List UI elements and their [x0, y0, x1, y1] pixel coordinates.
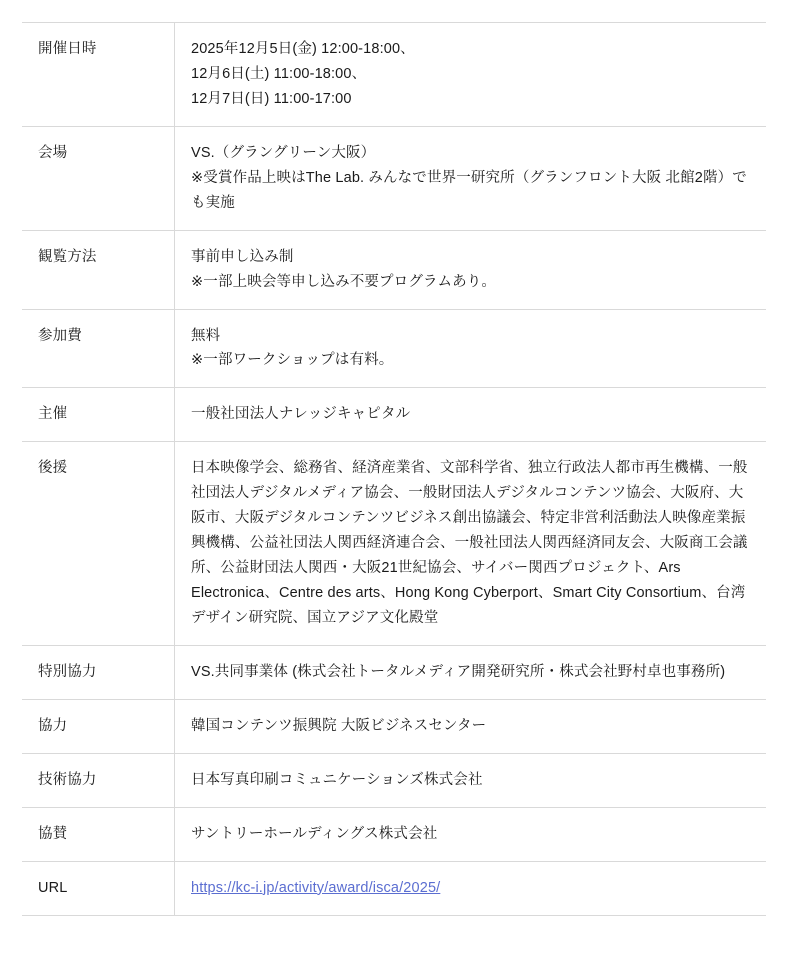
table-row — [22, 807, 766, 861]
event-info-table — [22, 22, 766, 916]
row-value — [175, 442, 767, 646]
row-label: 特別協力 — [22, 645, 175, 699]
table-row — [22, 309, 766, 388]
row-label: 後援 — [22, 442, 175, 646]
value-line: 事前申し込み制 — [191, 248, 294, 265]
row-value — [175, 230, 767, 309]
row-label: 主催 — [22, 388, 175, 442]
value-line: ※受賞作品上映はThe Lab. みんなで世界一研究所（グランフロント大阪 北館2階）でも実施 — [191, 169, 747, 211]
row-label: 会場 — [22, 126, 175, 230]
row-value — [175, 753, 767, 807]
row-value — [175, 126, 767, 230]
value-line: VS.共同事業体 (株式会社トータルメディア開発研究所・株式会社野村卓也事務所) — [191, 663, 726, 680]
row-label: 協賛 — [22, 807, 175, 861]
value-line: 12月6日(土) 11:00-18:00、 — [191, 65, 367, 82]
row-label: 協力 — [22, 699, 175, 753]
value-line: ※一部ワークショップは有料。 — [191, 352, 394, 369]
row-label: 参加費 — [22, 309, 175, 388]
table-row — [22, 442, 766, 646]
value-line: 12月7日(日) 11:00-17:00 — [191, 90, 352, 107]
table-row — [22, 699, 766, 753]
value-line: ※一部上映会等申し込み不要プログラムあり。 — [191, 273, 497, 290]
value-line: 日本写真印刷コミュニケーションズ株式会社 — [191, 771, 483, 788]
value-line: 無料 — [191, 327, 221, 344]
row-label: 開催日時 — [22, 23, 175, 127]
row-label: 観覧方法 — [22, 230, 175, 309]
row-value — [175, 388, 767, 442]
value-line: 一般社団法人ナレッジキャピタル — [191, 406, 411, 423]
row-value — [175, 699, 767, 753]
value-line: 日本映像学会、総務省、経済産業省、文部科学省、独立行政法人都市再生機構、一般社団法人デジタルメディア協会、一般財団法人デジタルコンテンツ協会、大阪府、大阪市、大阪デジタルコンテンツビジネス創出協議会、特定非営利活動法人映像産業振興機構、公益社団法人関西経済連合会、一般社団法人関西経済同友会、大阪商工会議所、公益財団法人関西・大阪21世紀協会、サイバー関西プロジェクト、Ars Electronica、Centre des arts、Hong Kong Cyberport、Smart City Consortium、台湾デザイン研究院、国立アジア文化殿堂 — [191, 460, 748, 626]
value-line: サントリーホールディングス株式会社 — [191, 825, 438, 842]
row-value — [175, 807, 767, 861]
row-value — [175, 309, 767, 388]
table-row — [22, 861, 766, 915]
row-label: 技術協力 — [22, 753, 175, 807]
value-line: 韓国コンテンツ振興院 大阪ビジネスセンター — [191, 717, 487, 734]
row-label: URL — [22, 861, 175, 915]
row-value — [175, 645, 767, 699]
value-line: 2025年12月5日(金) 12:00-18:00、 — [191, 41, 415, 57]
table-row — [22, 645, 766, 699]
table-row — [22, 388, 766, 442]
value-line: VS.（グラングリーン大阪） — [191, 144, 376, 161]
table-row — [22, 23, 766, 127]
table-row — [22, 126, 766, 230]
table-row — [22, 753, 766, 807]
table-row — [22, 230, 766, 309]
row-value — [175, 23, 767, 127]
event-url-link[interactable]: https://kc-i.jp/activity/award/isca/2025/ — [191, 879, 441, 896]
row-value — [175, 861, 767, 915]
